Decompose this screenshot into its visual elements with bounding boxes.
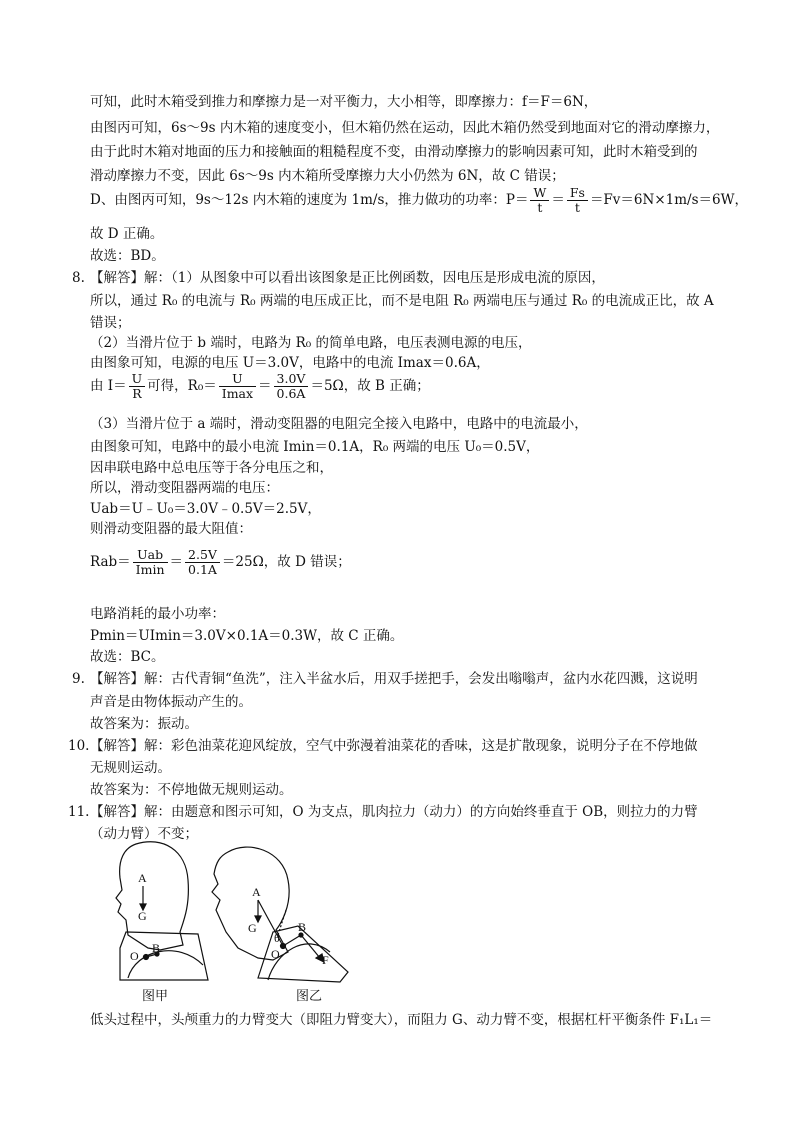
fraction [567, 186, 588, 215]
formula-line-r0 [90, 372, 430, 401]
paragraph-line: 【解答】解：古代青铜“鱼洗”，注入半盆水后，用双手搓把手，会发出嗡嗡声，盆内水花四溅，这说明 [90, 671, 698, 687]
fraction [185, 548, 220, 577]
question-number: 11. [68, 804, 90, 820]
numerator: U [129, 372, 146, 387]
text: ＝ [169, 554, 184, 570]
paragraph-line: 无规则运动。 [90, 760, 171, 776]
numerator: 3.0V [274, 372, 309, 387]
question-number: 9. [72, 671, 85, 687]
denominator: t [537, 200, 543, 215]
paragraph-line: 声音是由物体振动产生的。 [90, 694, 252, 710]
paragraph-line: 由图象可知，电路中的最小电流 Imin＝0.1A，R₀ 两端的电压 U₀＝0.5V， [90, 439, 540, 455]
pivot-o-b [281, 944, 286, 949]
force-arrow-f [301, 935, 320, 958]
label-f: F [322, 953, 329, 967]
formula-line-power: D、由图丙可知，9s～12s 内木箱的速度为 1m/s，推力做功的功率：P＝ $\frac{W}{t}$ ＝ $\frac{Fs}{t}$ ＝Fv＝6N×1m/s＝6W， [90, 185, 748, 215]
lever-ob-b [283, 935, 301, 946]
formula-line-rab [90, 548, 351, 577]
label-g2: G [248, 921, 257, 935]
paragraph-line: 由图丙可知，6s～9s 内木箱的速度变小，但木箱仍然在运动，因此木箱仍然受到地面对它的滑动摩擦力， [90, 120, 720, 136]
paragraph-line: 由图象可知，电源的电压 U＝3.0V，电路中的电流 Imax＝0.6A， [90, 355, 490, 371]
fraction [274, 372, 309, 401]
denominator: Imin [135, 562, 165, 577]
question-number: 10. [68, 738, 90, 754]
paragraph-line: 所以，通过 R₀ 的电流与 R₀ 两端的电压成正比，而不是电阻 R₀ 两端电压与通过 R₀ 的电流成正比，故 A [90, 293, 714, 309]
text: 可得，R₀＝ [147, 378, 217, 394]
paragraph-line: （2）当滑片位于 b 端时，电路为 R₀ 的简单电路，电压表测电源的电压， [90, 335, 532, 351]
figure-caption-b: 图乙 [296, 989, 323, 1004]
denominator: Imax [221, 386, 254, 401]
paragraph-line: 【解答】解：由题意和图示可知，O 为支点，肌肉拉力（动力）的方向始终垂直于 OB，则拉力的力臂 [90, 804, 698, 820]
denominator: 0.6A [276, 386, 306, 401]
paragraph-line: （3）当滑片位于 a 端时，滑动变阻器的电阻完全接入电路中，电路中的电流最小， [90, 416, 588, 432]
fraction [219, 372, 256, 401]
neck-curve-a [128, 951, 203, 978]
paragraph-line: 故答案为：不停地做无规则运动。 [90, 782, 293, 798]
numerator: U [219, 372, 256, 387]
paragraph-line: 故答案为：振动。 [90, 716, 198, 732]
paragraph-line: 【解答】解：（1）从图象中可以看出该图象是正比例函数，因电压是形成电流的原因， [90, 270, 605, 286]
label-a: A [138, 871, 147, 885]
paragraph-line: 故 D 正确。 [90, 226, 164, 242]
text: D、由图丙可知，9s～12s 内木箱的速度为 1m/s，推力做功的功率：P＝ [90, 192, 529, 208]
paragraph-line: 电路消耗的最小功率： [90, 606, 225, 622]
text: ＝Fv＝6N×1m/s＝6W， [589, 192, 748, 208]
paragraph-line: 错误； [90, 315, 131, 331]
label-o2: O [271, 947, 280, 961]
label-g: G [138, 909, 147, 923]
paragraph-line: 【解答】解：彩色油菜花迎风绽放，空气中弥漫着油菜花的香味，这是扩散现象，说明分子在不停地做 [90, 738, 698, 754]
paragraph-line: 因串联电路中总电压等于各分电压之和， [90, 460, 333, 476]
head-lever-figure [108, 840, 358, 1000]
paragraph-line: Uab＝U﹣U₀＝3.0V﹣0.5V＝2.5V， [90, 501, 321, 517]
numerator: Uab [133, 548, 168, 563]
numerator: Fs [567, 186, 588, 201]
denominator: R [132, 386, 142, 401]
figure-caption-a: 图甲 [142, 989, 169, 1004]
fraction [530, 186, 549, 215]
paragraph-line: 可知，此时木箱受到推力和摩擦力是一对平衡力，大小相等，即摩擦力：f＝F＝6N， [90, 94, 598, 110]
label-theta: θ [274, 931, 280, 945]
label-b2: B [298, 920, 307, 934]
fraction [129, 372, 146, 401]
paragraph-line: 故选：BC。 [90, 649, 165, 665]
text: ＝ [258, 378, 272, 394]
paragraph-line: Pmin＝UImin＝3.0V×0.1A＝0.3W，故 C 正确。 [90, 628, 404, 644]
label-o: O [130, 949, 139, 963]
text: Rab＝ [90, 554, 131, 570]
pivot-o-a [144, 955, 149, 960]
label-a2: A [252, 885, 261, 899]
text: 由 I＝ [90, 378, 127, 394]
paragraph-line: 故选：BD。 [90, 248, 165, 264]
paragraph-line: （动力臂）不变； [90, 826, 198, 842]
denominator: 0.1A [188, 562, 217, 577]
paragraph-line: 由于此时木箱对地面的压力和接触面的粗糙程度不变，由滑动摩擦力的影响因素可知，此时木箱受到的 [90, 144, 698, 160]
fraction [133, 548, 168, 577]
numerator: 2.5V [185, 548, 220, 563]
paragraph-line: 所以，滑动变阻器两端的电压： [90, 480, 279, 496]
numerator: W [530, 186, 549, 201]
question-number: 8. [72, 270, 85, 286]
text: ＝25Ω，故 D 错误； [221, 554, 351, 570]
paragraph-line: 低头过程中，头颅重力的力臂变大（即阻力臂变大），而阻力 G、动力臂不变，根据杠杆平衡条件 F₁L₁＝ [90, 1012, 713, 1028]
paragraph-line: 滑动摩擦力不变，因此 6s～9s 内木箱所受摩擦力大小仍然为 6N，故 C 错误； [90, 168, 565, 184]
paragraph-line: 则滑动变阻器的最大阻值： [90, 521, 252, 537]
text: ＝5Ω，故 B 正确； [310, 378, 430, 394]
denominator: t [574, 200, 580, 215]
label-b: B [152, 941, 161, 955]
